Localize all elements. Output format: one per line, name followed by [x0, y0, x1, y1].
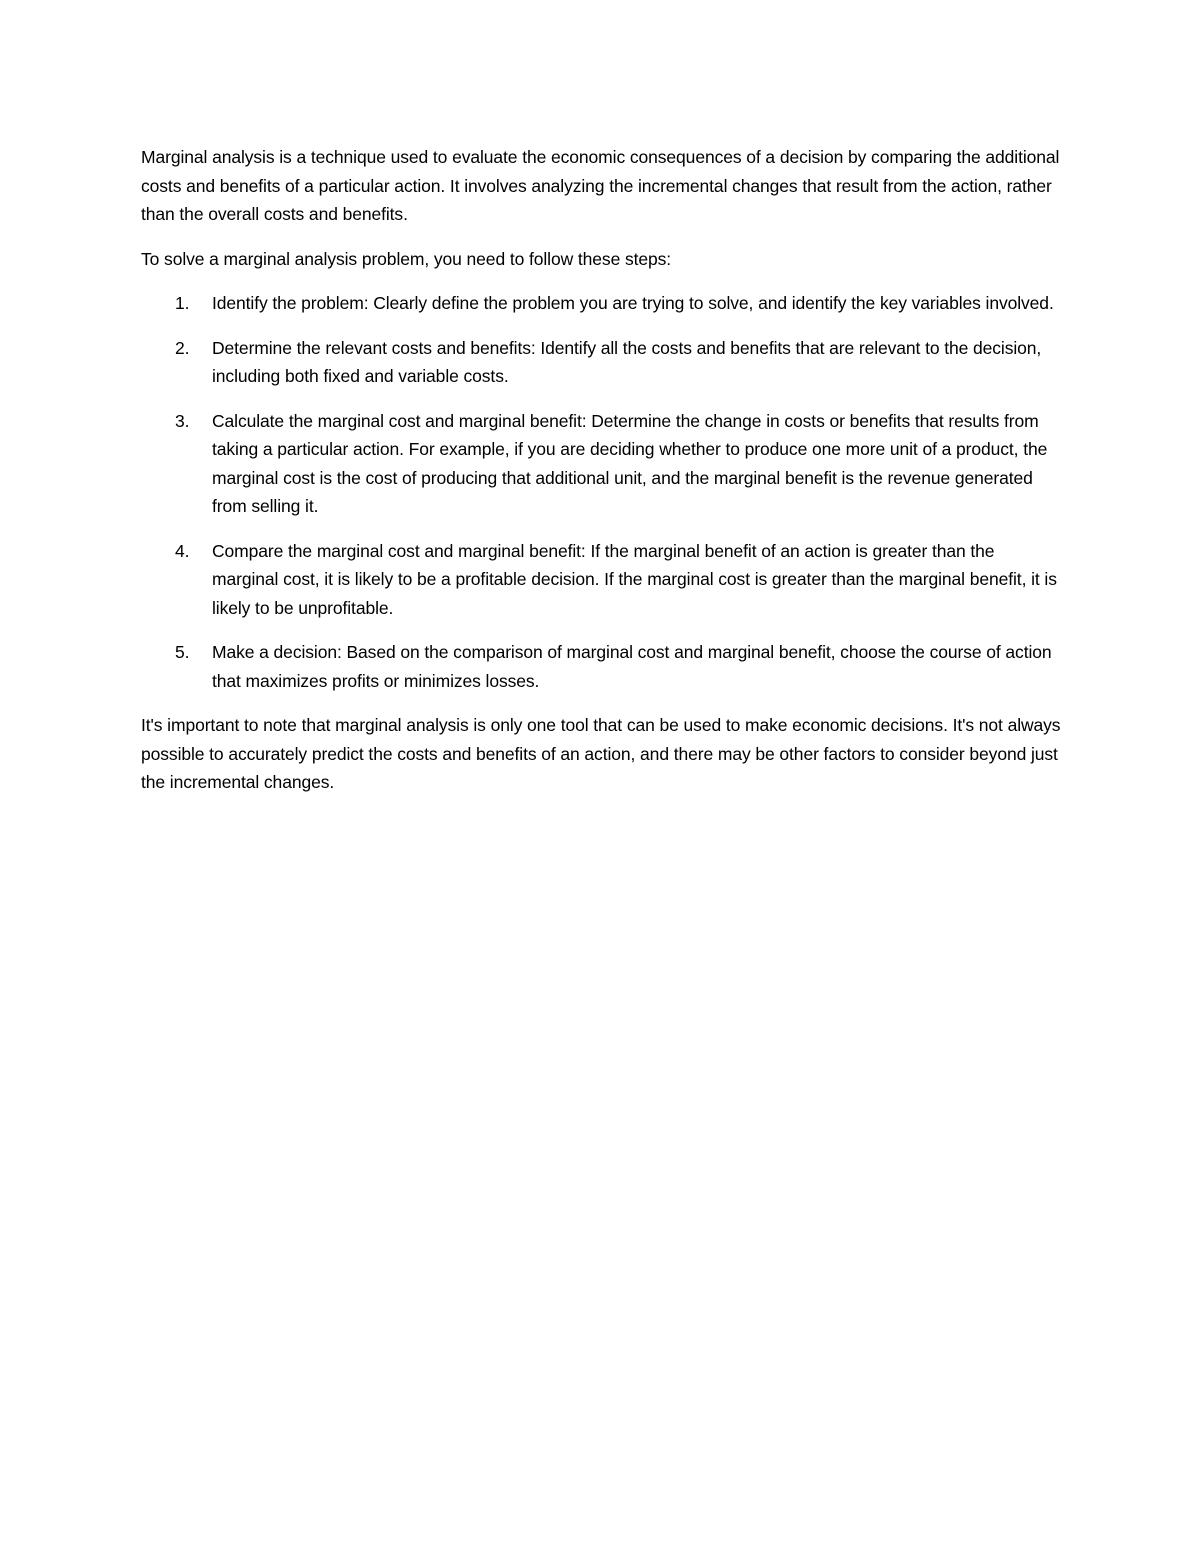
- step-number: 1.: [175, 293, 190, 313]
- list-item: [141, 407, 1061, 521]
- step-number: 2.: [175, 337, 190, 358]
- list-item: [141, 537, 1061, 623]
- list-item: [141, 638, 1061, 695]
- lead-in-paragraph: To solve a marginal analysis problem, you need to follow these steps:: [141, 248, 672, 269]
- step-text: Make a decision: Based on the comparison of marginal cost and marginal benefit, choose the course of action that maximizes profits or minimizes losses.: [212, 642, 1052, 691]
- steps-list: [141, 289, 1061, 695]
- list-item: [141, 289, 1061, 318]
- list-item: [141, 334, 1061, 391]
- step-text: Calculate the marginal cost and marginal benefit: Determine the change in costs or benefits that results from taking a particular action. For example, if you are deciding whether to produce one more unit of a product, the marginal cost is the cost of producing that additional unit, and the marginal benefit is the revenue generated from selling it.: [212, 410, 1048, 516]
- step-number: 4.: [175, 540, 190, 561]
- step-text: Determine the relevant costs and benefits: Identify all the costs and benefits that are relevant to the decision, including both fixed and variable costs.: [212, 337, 1042, 386]
- document-body: [141, 143, 1061, 813]
- step-number: 5.: [175, 642, 190, 662]
- step-text: Identify the problem: Clearly define the problem you are trying to solve, and identify the key variables involved.: [212, 293, 1054, 313]
- step-number: 3.: [175, 410, 190, 431]
- closing-paragraph: It's important to note that marginal analysis is only one tool that can be used to make economic decisions. It's not always possible to accurately predict the costs and benefits of an action, and there may be other factors to consider beyond just the incremental changes.: [141, 715, 1061, 792]
- step-text: Compare the marginal cost and marginal benefit: If the marginal benefit of an action is greater than the marginal cost, it is likely to be a profitable decision. If the marginal cost is greater than the marginal benefit, it is likely to be unprofitable.: [212, 540, 1057, 618]
- intro-paragraph: Marginal analysis is a technique used to evaluate the economic consequences of a decision by comparing the additional costs and benefits of a particular action. It involves analyzing the incremental changes that result from the action, rather than the overall costs and benefits.: [141, 147, 1060, 224]
